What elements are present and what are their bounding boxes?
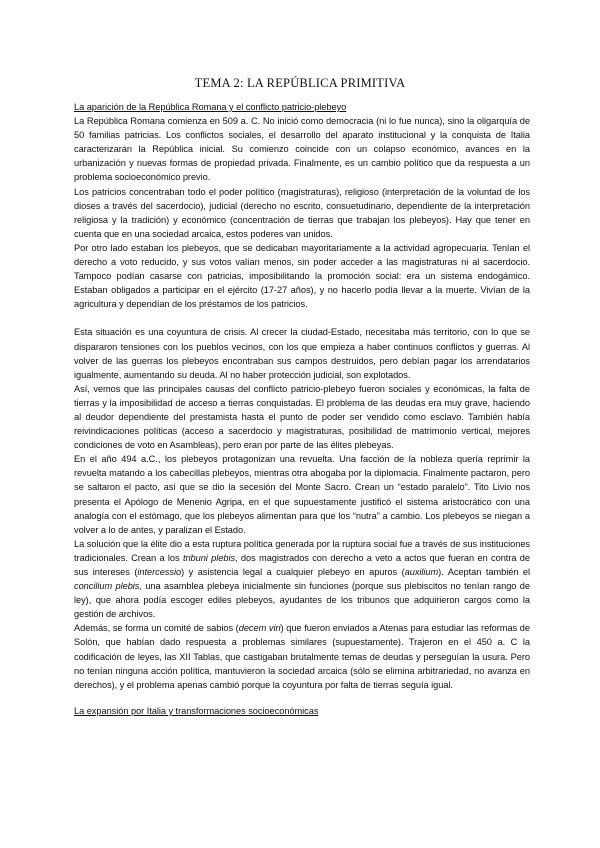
text-run: ) y asistencia legal a cualquier plebeyo en apuros ( <box>181 567 405 577</box>
paragraph-6: En el año 494 a.C., los plebeyos protagonizan una revuelta. Una facción de la nobleza quería reprimir la revuelta matando a los cabecillas plebeyos, mientras otra abogaba por la diplomacia. Finalmente pactaron, pero se saltaron el pacto, así que se dio la secesión del Monte Sacro. Crean un “estado paralelo”. Tito Livio nos presenta el Apólogo de Menenio Agripa, en el que supuestamente justificó el sistema aristocrático con una analogía con el estómago, que los plebeyos alimentan para que los “nutra” a cambio. Los plebeyos se niegan a volver a lo de antes, y paralizan el Estado. <box>74 454 530 535</box>
text-run: , dos magistrados con derecho a veto a actos que fueran en contra de sus intereses ( <box>74 552 530 577</box>
paragraph-1: La República Romana comienza en 509 a. C. No inició como democracia (ni lo fue nunca), sino la oligarquía de 50 familias patricias. Los conflictos sociales, el desarrollo del aparato institucional y la conquista de Italia caracterizarán la República inicial. Su comienzo coincide con un colapso económico, avances en la urbanización y nuevas formas de propiedad privada. Finalmente, es un cambio político que da respuesta a un problema socioeconómico previo. <box>74 116 530 183</box>
text-run: La solución que la élite dio a esta ruptura política generada por la ruptura social fue a través de sus instituciones tradicionales. Crean a los <box>74 538 530 563</box>
text-run: , una asamblea plebeya inicialmente sin funciones (porque sus plebiscitos no tenían rango de ley), que ahora podía escoger ediles plebeyos, ayudantes de los tribunos que adquirieron cargos como la gestión de archivos. <box>74 581 530 620</box>
document-body <box>74 100 530 718</box>
paragraph-8 <box>74 621 530 691</box>
paragraph-3: Por otro lado estaban los plebeyos, que se dedicaban mayoritariamente a la actividad agropecuaria. Tenían el derecho a voto reducido, y sus votos valían menos, sin poder acceder a las magistraturas ni al sacerdocio. Tampoco podían casarse con patricias, imposibilitando la promoción social: era un sistema endogámico. Estaban obligados a participar en el ejército (17-27 años), y no hacerlo podía llevar a la muerte. Vivían de la agricultura y dependían de los préstamos de los patricios. <box>74 242 530 310</box>
italic-term: decem viri <box>238 623 281 634</box>
section-heading-1: La aparición de la República Romana y el conflicto patricio-plebeyo <box>74 102 347 112</box>
document-title: TEMA 2: LA REPÚBLICA PRIMITIVA <box>194 76 406 90</box>
paragraph-2: Los patricios concentraban todo el poder político (magistraturas), religioso (interpretación de la voluntad de los dioses a través del sacerdocio), judicial (derecho no escrito, consuetudinario, dependiente de la interpretación religiosa y la tradición) y económico (concentración de tierras que trabajan los plebeyos). Hay que tener en cuenta que en una sociedad arcaica, estos poderes van unidos. <box>74 186 530 239</box>
paragraph-4: Esta situación es una coyuntura de crisis. Al crecer la ciudad-Estado, necesitaba más territorio, con lo que se dispararon tensiones con los pueblos vecinos, con los que empieza a haber continuos conflictos y guerras. Al volver de las guerras los plebeyos encontraban sus campos destruidos, pero debían pagar los arrendatarios igualmente, aumentando su deuda. Al no haber protección judicial, son explotados. <box>74 327 530 380</box>
section-heading-2: La expansión por Italia y transformaciones socioeconómicas <box>74 705 319 716</box>
spacer <box>74 311 530 325</box>
text-run: ). Aceptan también el <box>438 567 530 577</box>
text-run: ) que fueron enviados a Atenas para estudiar las reformas de Solón, que habían dado respuesta a problemas similares (supuestamente). Trajeron en el 450 a. C la codificación de leyes, las XII Tablas, que castigaban brutalmente temas de deudas y perseguían la usura. Pero no tenían ninguna acción política, mantuvieron la sociedad arcaica (sólo se elimina arbitrariedad, no avanza en derechos), y el problema apenas cambió porque la coyuntura por falta de tierras seguía igual. <box>74 623 530 690</box>
paragraph-5: Así, vemos que las principales causas del conflicto patricio-plebeyo fueron sociales y económicas, la falta de tierras y la imposibilidad de acceso a tierras conquistadas. El problema de las deudas era muy grave, haciendo al deudor dependiente del prestamista hasta el punto de poder ser vendido como esclavo. También había reivindicaciones políticas (acceso a sacerdocio y magistraturas, posibilidad de matrimonio vertical, mejores condiciones de voto en Asambleas), pero eran por parte de las élites plebeyas. <box>74 383 530 451</box>
paragraph-7 <box>74 537 530 622</box>
text-run: Además, se forma un comité de sabios ( <box>74 623 239 634</box>
italic-term: tribuni plebis <box>182 552 236 563</box>
italic-term: auxilium <box>404 567 439 577</box>
italic-term: concilium plebis <box>74 581 140 592</box>
spacer <box>74 692 530 704</box>
italic-term: intercessio <box>137 567 182 577</box>
